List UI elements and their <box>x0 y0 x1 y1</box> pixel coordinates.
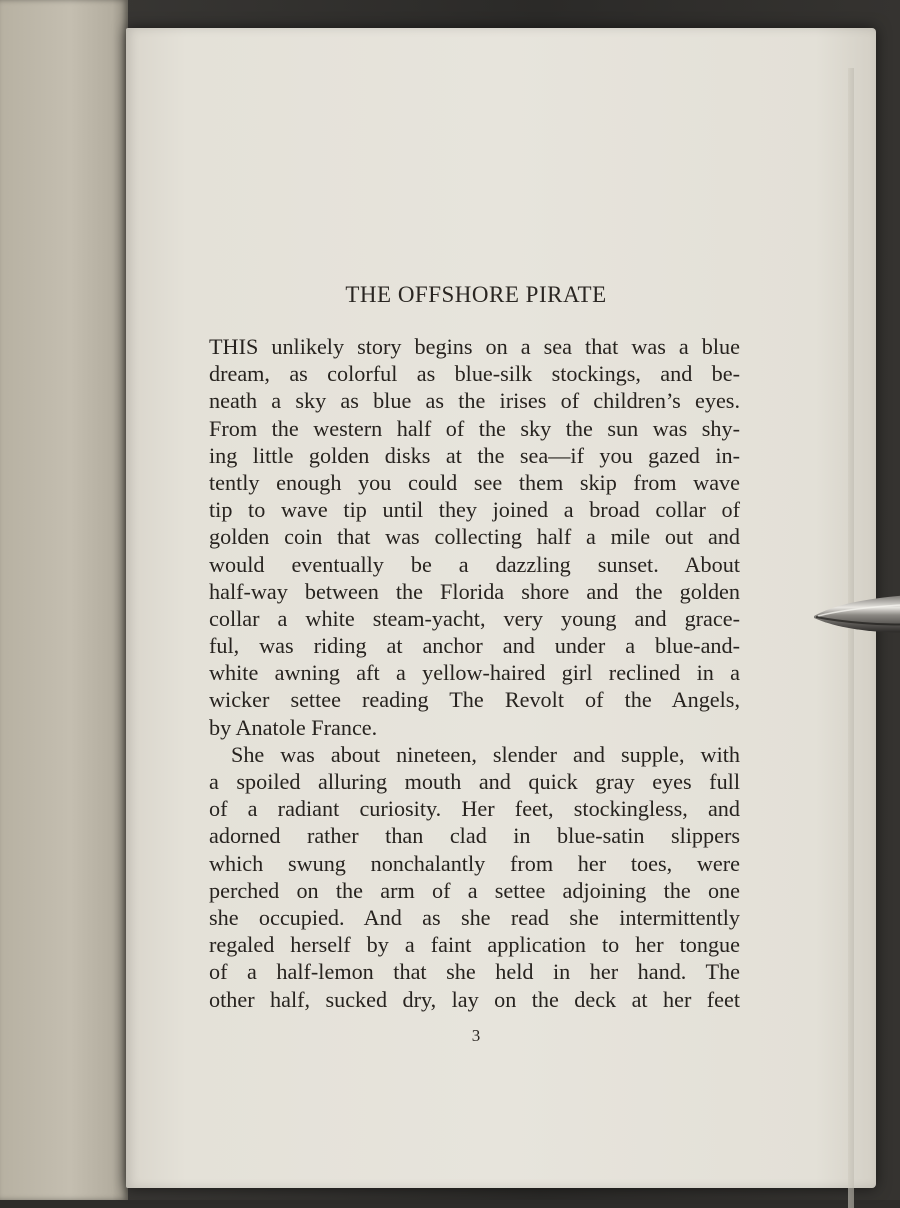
text-line: ful, was riding at anchor and under a blue-and- <box>209 633 740 659</box>
text-line: She was about nineteen, slender and supple, with <box>231 741 740 767</box>
text-line: other half, sucked dry, lay on the deck at her feet <box>209 986 740 1012</box>
text-line: white awning aft a yellow-haired girl reclined in a <box>209 660 740 686</box>
paragraph-2 <box>209 741 740 1013</box>
text-line: adorned rather than clad in blue-satin slippers <box>209 823 740 849</box>
text-line: golden coin that was collecting half a mile out and <box>209 524 740 550</box>
text-line: would eventually be a dazzling sunset. About <box>209 551 740 577</box>
text-line: she occupied. And as she read she intermittently <box>209 904 740 930</box>
text-line: collar a white steam-yacht, very young and grace- <box>209 605 740 631</box>
text-line: ing little golden disks at the sea—if you gazed in- <box>209 442 740 468</box>
paragraph-1 <box>209 333 740 741</box>
text-line: which swung nonchalantly from her toes, were <box>209 850 740 876</box>
text-line: perched on the arm of a settee adjoining the one <box>209 877 740 903</box>
page-number: 3 <box>471 1026 481 1045</box>
text-line: neath a sky as blue as the irises of children’s eyes. <box>209 388 740 414</box>
body-text <box>209 333 740 1013</box>
text-line: a spoiled alluring mouth and quick gray eyes full <box>209 769 740 794</box>
text-line: THIS unlikely story begins on a sea that was a blue <box>209 334 740 359</box>
text-line: regaled herself by a faint application to her tongue <box>209 932 740 958</box>
text-line: From the western half of the sky the sun was shy- <box>209 415 740 441</box>
text-line: wicker settee reading The Revolt of the Angels, <box>209 687 740 713</box>
text-line: of a half-lemon that she held in her hand. The <box>209 959 740 985</box>
page-edge <box>848 68 854 1208</box>
book-cover-left <box>0 0 128 1200</box>
text-line: half-way between the Florida shore and the golden <box>209 578 740 604</box>
text-line: of a radiant curiosity. Her feet, stockingless, and <box>209 796 740 822</box>
text-line: dream, as colorful as blue-silk stockings, and be- <box>209 361 740 387</box>
page-pointer-clip-icon <box>812 592 900 638</box>
chapter-title: THE OFFSHORE PIRATE <box>345 282 607 307</box>
text-line: by Anatole France. <box>209 714 378 740</box>
text-line: tently enough you could see them skip from wave <box>209 469 740 495</box>
text-line: tip to wave tip until they joined a broad collar of <box>209 497 740 523</box>
